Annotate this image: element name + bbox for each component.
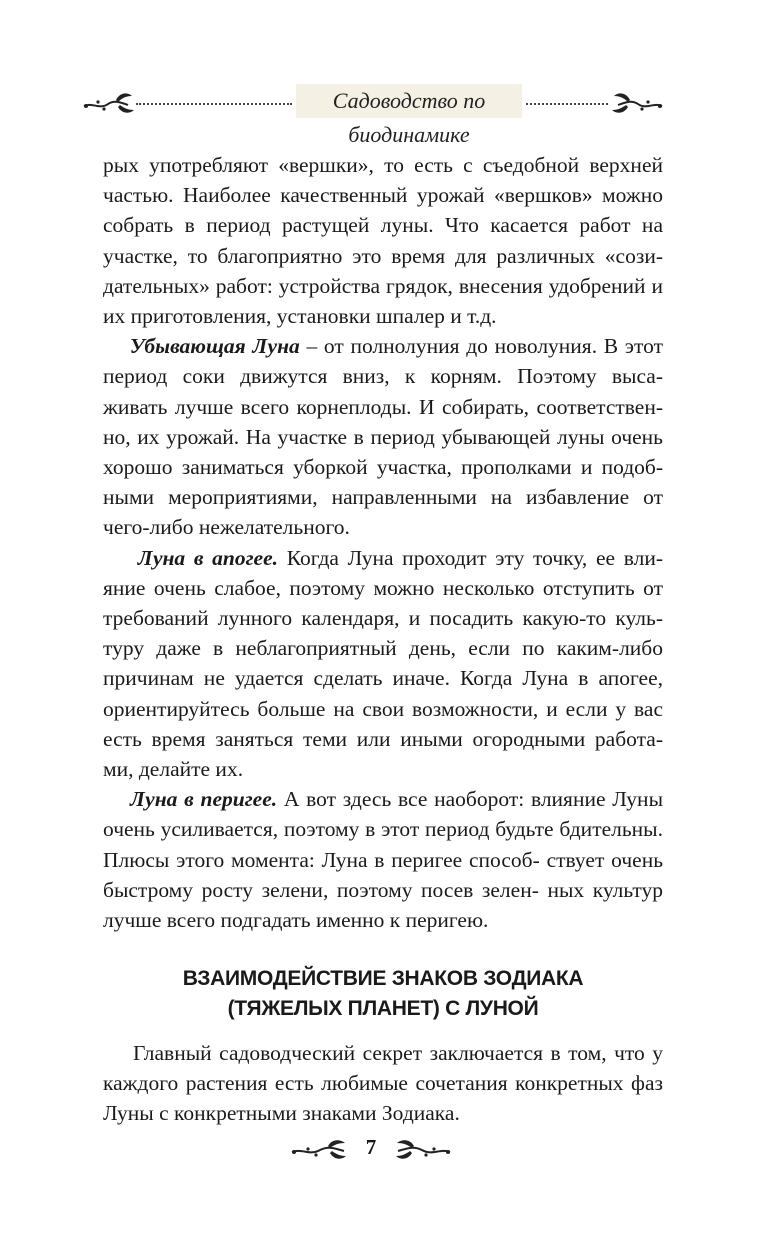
text-line: требований лунного календаря, и посадить какую-то куль- <box>103 606 663 631</box>
text-line: каждого растения есть любимые сочетания конкретных фаз <box>103 1071 663 1096</box>
text-line: Луны с конкретными знаками Зодиака. <box>103 1101 460 1126</box>
paragraph <box>103 1038 663 1129</box>
paragraph-lead: Убывающая Луна <box>129 334 300 359</box>
text-line: Когда Луна проходит эту точку, ее вли- <box>278 545 663 570</box>
section-heading-line: (ТЯЖЕЛЫХ ПЛАНЕТ) С ЛУНОЙ <box>227 997 539 1020</box>
text-line: и их приготовления, установки шпалер и т.д. <box>103 273 664 329</box>
page-number: 7 <box>365 1135 377 1159</box>
text-line: яние очень слабое, поэтому можно несколько отступить от <box>103 575 663 600</box>
text-line: собрать в период растущей луны. Что касается работ на <box>103 213 663 238</box>
text-line: частью. Наиболее качественный урожай «вершков» можно <box>103 183 663 208</box>
text-line: ствует очень быстрому росту зелени, поэтому посев зелен- <box>103 847 664 902</box>
text-line: участке, то благоприятно это время для различных «сози- <box>103 243 663 268</box>
text-line: рых употребляют «вершки», то есть с съедобной верхней <box>103 153 663 177</box>
section-body-text <box>103 1038 663 1129</box>
floral-ornament-icon <box>394 1138 452 1162</box>
paragraph <box>103 331 663 542</box>
text-line: туру даже в неблагоприятный день, если по каким-либо <box>103 636 663 661</box>
text-line: ми, делайте их. <box>103 757 244 782</box>
header-dotted-rule-left <box>136 103 292 105</box>
paragraph-lead: Луна в апогее. <box>137 545 279 570</box>
paragraph-lead: Луна в перигее. <box>130 787 278 812</box>
section-heading <box>103 964 663 1024</box>
body-text <box>103 150 663 935</box>
text-line: бдительны. Плюсы этого момента: Луна в перигее способ- <box>103 817 663 872</box>
running-title: Садоводство по биодинамике <box>296 84 522 118</box>
text-line: живать лучше всего корнеплоды. И собирать, соответствен- <box>103 394 663 419</box>
text-line: причинам не удается сделать иначе. Когда Луна в апогее, <box>103 666 663 691</box>
page-footer <box>290 1132 480 1168</box>
text-line: ориентируйтесь больше на свои возможности, и если у вас <box>103 696 663 721</box>
text-line: есть время заняться теми или иными огородными работа- <box>103 726 663 751</box>
text-line: чего-либо нежелательного. <box>103 515 350 540</box>
text-line: Главный садоводческий секрет заключается в том, что у <box>132 1041 663 1065</box>
paragraph <box>103 150 663 331</box>
text-line: дательных» работ: устройства грядок, внесения удобрений <box>103 273 646 298</box>
text-line: Луны очень усиливается, поэтому в этот период будьте <box>103 787 664 842</box>
running-header <box>82 84 662 147</box>
text-line: этот период соки движутся вниз, к корням. Поэтому выса- <box>103 334 663 389</box>
paragraph <box>103 784 663 935</box>
text-line: ными мероприятиями, направленными на избавление от <box>103 485 663 510</box>
text-line: – от полнолуния до новолуния. В <box>299 334 619 359</box>
text-line: но, их урожай. На участке в период убывающей луны очень <box>103 424 663 449</box>
text-line: хорошо заниматься уборкой участка, прополками и подоб- <box>103 455 663 480</box>
paragraph <box>103 543 663 785</box>
section-heading-line: ВЗАИМОДЕЙСТВИЕ ЗНАКОВ ЗОДИАКА <box>182 967 584 990</box>
text-line: А вот здесь все наоборот: влияние <box>277 787 606 812</box>
text-line: ных культур лучше всего подгадать именно к перигею. <box>103 877 664 933</box>
floral-ornament-icon <box>290 1138 348 1162</box>
header-dotted-rule-right <box>526 103 608 105</box>
floral-ornament-icon <box>82 90 136 116</box>
floral-ornament-icon <box>610 90 664 116</box>
